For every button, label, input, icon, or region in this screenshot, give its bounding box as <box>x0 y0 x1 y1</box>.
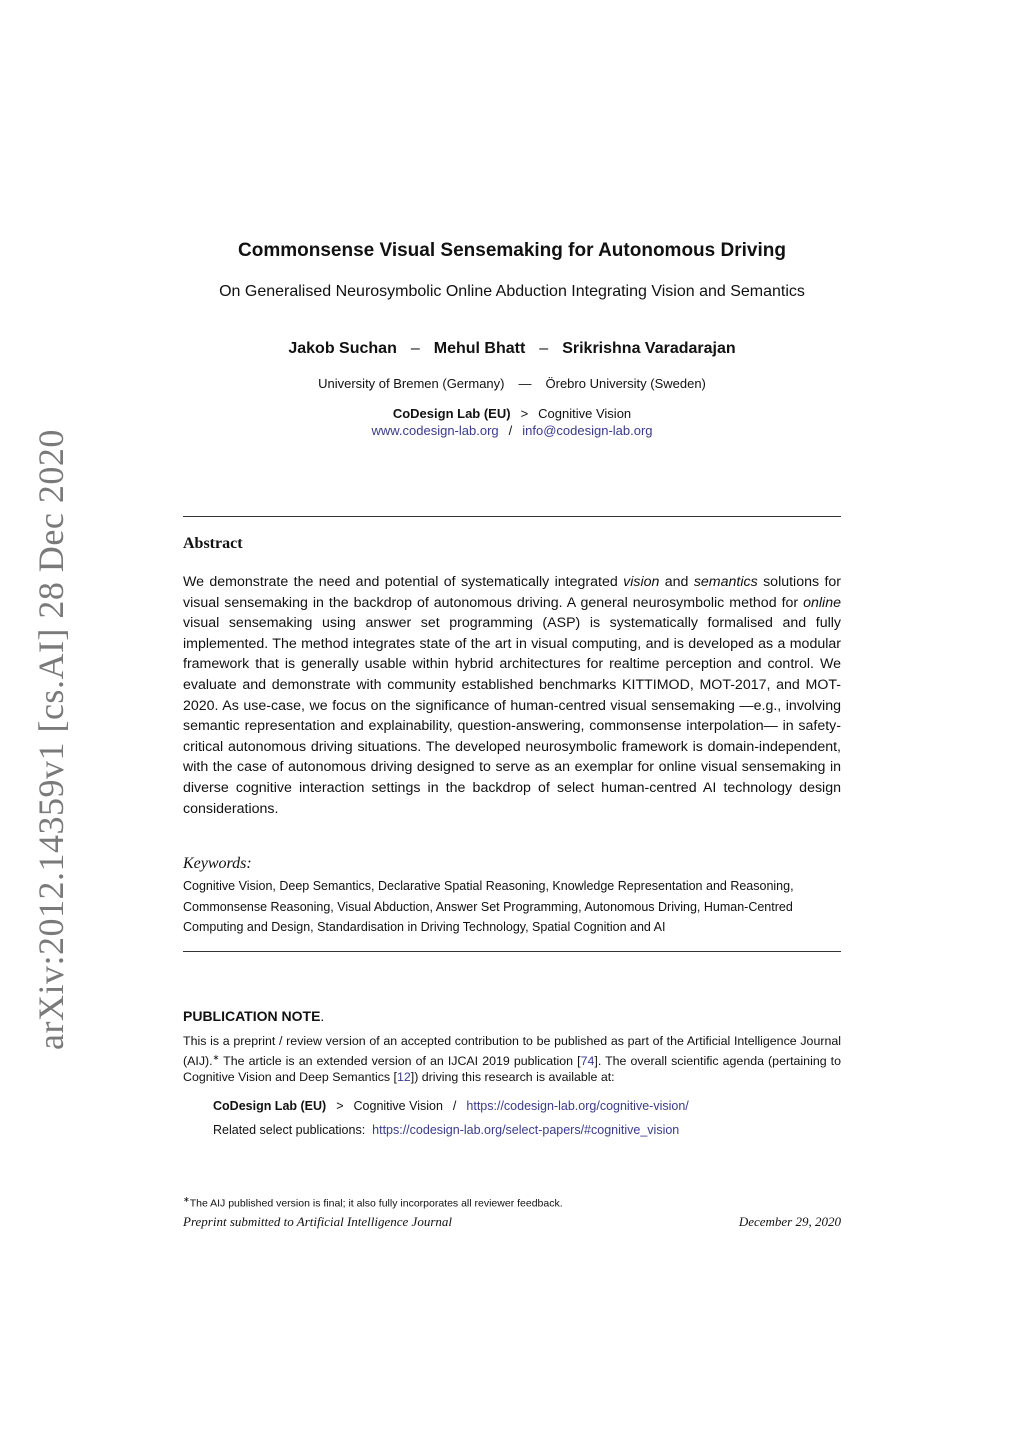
related-publications-link[interactable]: https://codesign-lab.org/select-papers/#cognitive_vision <box>372 1123 680 1137</box>
publication-note-heading <box>183 1008 324 1024</box>
citation-link[interactable]: 12 <box>396 1070 411 1085</box>
affiliation-separator: — <box>518 376 532 391</box>
publication-note-body <box>183 1033 841 1086</box>
arxiv-side-stamp: arXiv:2012.14359v1 [cs.AI] 28 Dec 2020 <box>31 429 71 1050</box>
publication-note-title: PUBLICATION NOTE <box>183 1008 321 1024</box>
abstract-emphasis: online <box>803 594 841 611</box>
footer-date: December 29, 2020 <box>738 1214 841 1229</box>
affiliation-2: Örebro University (Sweden) <box>545 376 706 391</box>
abstract-text: solutions for visual sensemaking in the backdrop of autonomous driving. A general neurosymbolic method for <box>183 574 842 611</box>
pubnote-lab-name: CoDesign Lab (EU) <box>213 1099 327 1113</box>
footer-journal: Preprint submitted to Artificial Intelligence Journal <box>183 1214 452 1229</box>
pubnote-text: ]) driving this research is available at: <box>410 1070 615 1085</box>
paper-subtitle: On Generalised Neurosymbolic Online Abduction Integrating Vision and Semantics <box>219 283 805 300</box>
author-1: Jakob Suchan <box>288 340 397 357</box>
abstract-text: visual sensemaking using answer set programming (ASP) is systematically formalised and fully implemented. The method integrates state of the art in visual computing, and is developed as a modular framework that is generally usable within hybrid architectures for realtime perception and control. We evaluate and demonstrate with community established benchmarks KITTIMOD, MOT-2017, and MOT-2020. As use-case, we focus on the significance of human-centred visual sensemaking —e.g., involving semantic representation and explainability, question-answering, commonsense interpolation— in safety-critical autonomous driving situations. The developed neurosymbolic framework is domain-independent, with the case of autonomous driving designed to serve as an exemplar for online visual sensemaking in diverse cognitive interaction settings in the backdrop of select human-centred AI technology design considerations. <box>183 615 841 817</box>
lab-line <box>0 406 1024 421</box>
keywords-heading: Keywords: <box>183 855 252 872</box>
top-rule <box>183 516 841 517</box>
lab-unit: Cognitive Vision <box>538 406 632 421</box>
related-label: Related select publications: <box>213 1123 366 1137</box>
affiliations <box>0 376 1024 391</box>
lab-name: CoDesign Lab (EU) <box>392 406 511 421</box>
author-separator: – <box>539 340 549 357</box>
bottom-rule <box>183 951 841 952</box>
pubnote-lab-arrow: > <box>336 1099 344 1113</box>
abstract-emphasis: semantics <box>693 574 758 590</box>
lab-arrow: > <box>520 406 529 421</box>
affiliation-1: University of Bremen (Germany) <box>318 376 505 391</box>
paper-title: Commonsense Visual Sensemaking for Autonomous Driving <box>238 240 786 261</box>
pubnote-lab-line <box>213 1099 689 1113</box>
footnote-mark: ∗ <box>183 1195 190 1204</box>
related-publications <box>213 1123 679 1137</box>
publication-note-dot: . <box>320 1008 325 1024</box>
abstract-emphasis: vision <box>623 574 660 590</box>
pubnote-lab-unit: Cognitive Vision <box>353 1099 443 1113</box>
abstract-heading: Abstract <box>183 535 243 552</box>
abstract-body <box>183 572 841 819</box>
pubnote-text: ]. The overall scientific agenda (pertaining to Cognitive Vision and Deep Semantics [ <box>183 1053 842 1085</box>
author-2: Mehul Bhatt <box>433 340 526 357</box>
links-separator: / <box>508 423 513 438</box>
footnote <box>183 1195 563 1210</box>
pubnote-lab-separator: / <box>452 1099 457 1113</box>
author-list <box>0 340 1024 358</box>
website-link[interactable]: www.codesign-lab.org <box>371 423 499 438</box>
abstract-text: We demonstrate the need and potential of systematically integrated <box>183 574 624 590</box>
author-3: Srikrishna Varadarajan <box>562 340 736 357</box>
contact-links <box>0 423 1024 438</box>
author-separator: – <box>410 340 420 357</box>
pubnote-text: This is a preprint / review version of an accepted contribution to be published as part of the Artificial Intelligence Journal (AIJ). <box>183 1034 841 1068</box>
footnote-text: The AIJ published version is final; it also fully incorporates all reviewer feedback. <box>189 1197 563 1210</box>
cognitive-vision-link[interactable]: https://codesign-lab.org/cognitive-vision/ <box>466 1099 689 1113</box>
abstract-text: and <box>659 574 694 590</box>
pubnote-text: The article is an extended version of an IJCAI 2019 publication [ <box>219 1053 581 1068</box>
keywords-list: Cognitive Vision, Deep Semantics, Declarative Spatial Reasoning, Knowledge Representation and Reasoning, Commonsense Reasoning, Visual Abduction, Answer Set Programming, Autonomous Driving, Human-Centred Computing and Design, Standardisation in Driving Technology, Spatial Cognition and AI <box>183 879 794 935</box>
footnote-mark: ∗ <box>212 1052 220 1062</box>
email-link[interactable]: info@codesign-lab.org <box>522 423 653 438</box>
citation-link[interactable]: 74 <box>580 1053 595 1068</box>
